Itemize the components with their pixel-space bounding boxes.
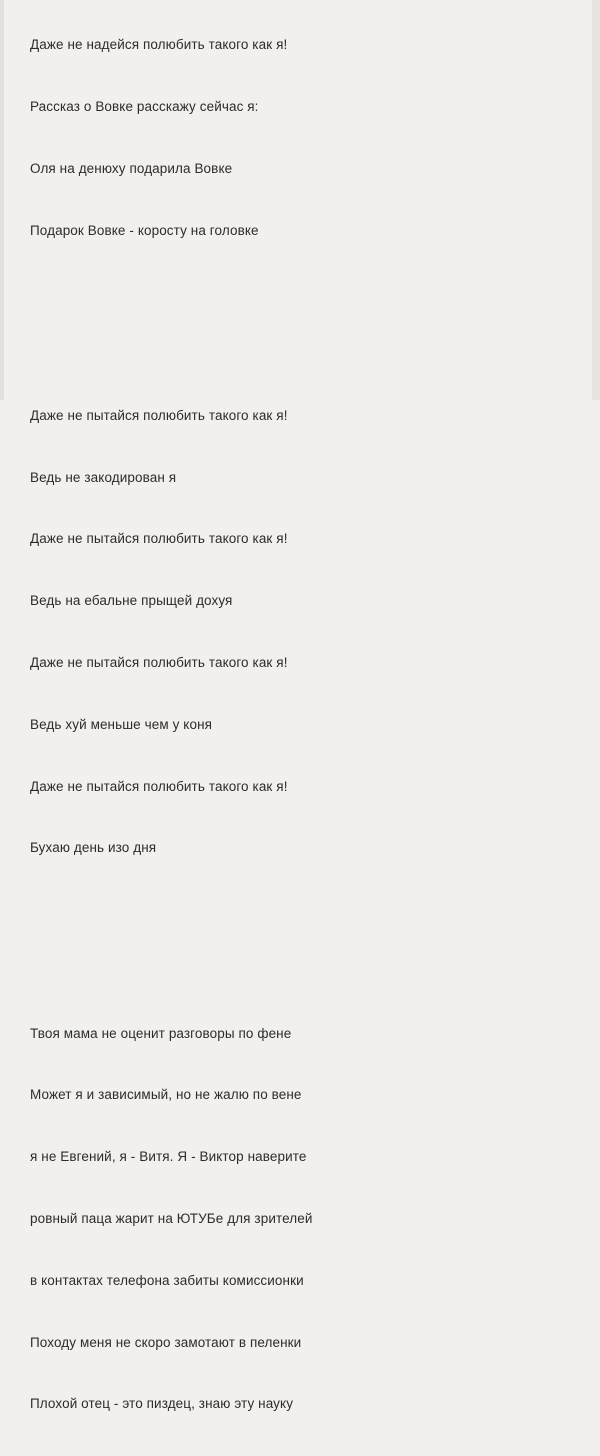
- text-line: Может я и зависимый, но не жалю по вене: [30, 1087, 302, 1103]
- text-line: в контактах телефона забиты комиссионки: [30, 1272, 304, 1288]
- text-line: я не Евгений, я - Витя. Я - Виктор наверите: [30, 1149, 307, 1165]
- lyrics-text-block: [30, 0, 584, 1456]
- text-line-blank: [30, 900, 584, 921]
- text-line: Даже не пытайся полюбить такого как я!: [30, 778, 288, 794]
- text-line: Твоя мама не оценит разговоры по фене: [30, 1025, 292, 1041]
- text-line: Даже не пытайся полюбить такого как я!: [30, 655, 288, 670]
- text-line-blank: [30, 962, 584, 983]
- text-line: Ведь на ебальне прыщей дохуя: [30, 593, 233, 609]
- text-line: Рассказ о Вовке расскажу сейчас я:: [30, 98, 259, 114]
- text-line: Оля на денюху подарила Вовке: [30, 160, 233, 176]
- text-line: Бухаю день изо дня: [30, 840, 157, 856]
- text-line: Ведь не закодирован я: [30, 469, 177, 485]
- text-line: Даже не пытайся полюбить такого как я!: [30, 407, 288, 423]
- text-line: ровный паца жарит на ЮТУБе для зрителей: [30, 1211, 313, 1227]
- text-line: Даже не пытайся полюбить такого как я!: [30, 531, 288, 547]
- text-line-blank: [30, 282, 584, 303]
- text-line: Ведь хуй меньше чем у коня: [30, 716, 213, 732]
- text-line-blank: [30, 344, 584, 365]
- text-line: Плохой отец - это пиздец, знаю эту науку: [30, 1396, 294, 1412]
- text-line: Подарок Вовке - коросту на головке: [30, 222, 259, 238]
- text-line: Походу меня не скоро замотают в пеленки: [30, 1334, 302, 1350]
- text-line: Даже не надейся полюбить такого как я!: [30, 37, 288, 53]
